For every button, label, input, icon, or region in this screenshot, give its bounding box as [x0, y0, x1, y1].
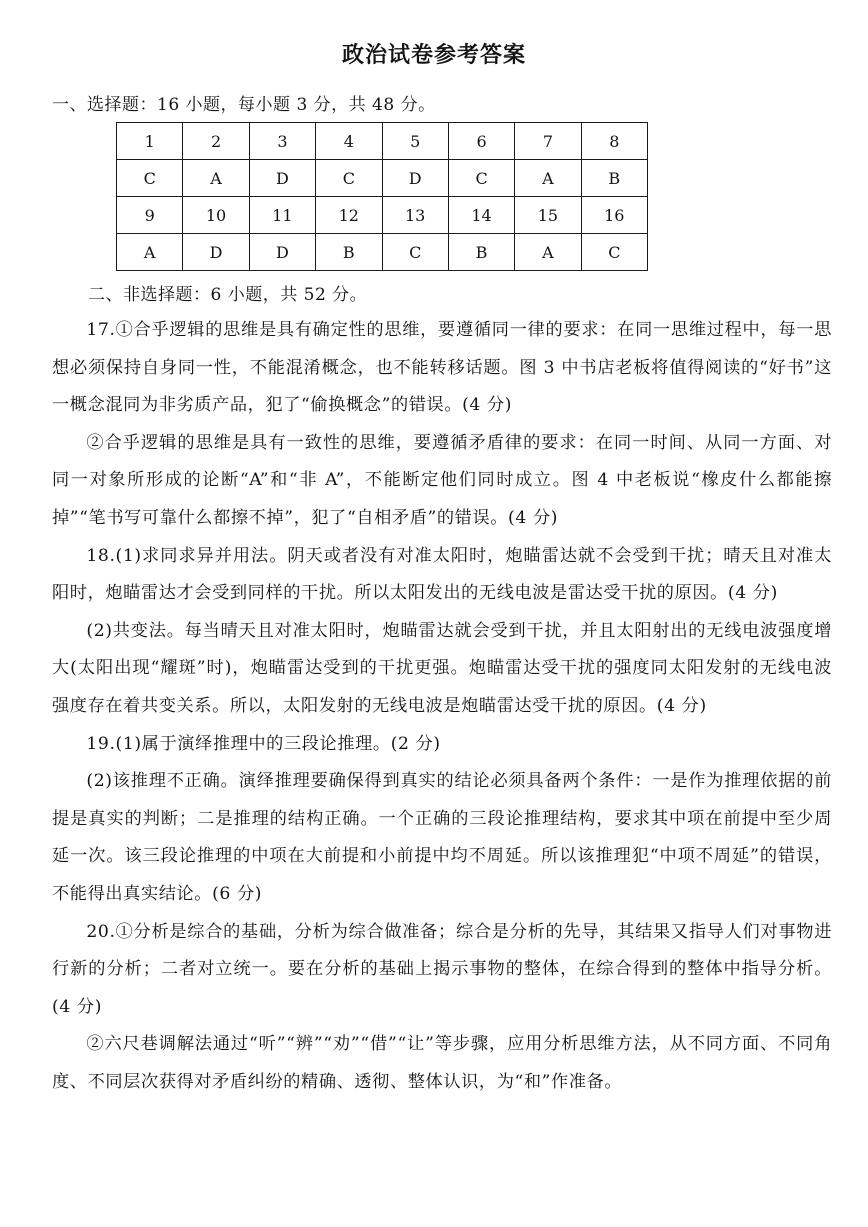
answer-body-text — [52, 312, 832, 1101]
answer-paragraph: 19.(1)属于演绎推理中的三段论推理。(2 分) — [86, 733, 441, 754]
answer-letter-cell: B — [448, 234, 514, 271]
answer-letter-cell: C — [581, 234, 647, 271]
answer-letter-cell: A — [515, 234, 581, 271]
question-number-cell: 14 — [448, 197, 514, 234]
question-number-cell: 9 — [117, 197, 183, 234]
answer-letter-cell: D — [382, 160, 448, 197]
question-number-cell: 10 — [183, 197, 249, 234]
question-number-cell: 7 — [515, 123, 581, 160]
answer-letter-cell: C — [117, 160, 183, 197]
answer-letter-cell: A — [183, 160, 249, 197]
answer-letter-cell: C — [316, 160, 382, 197]
answer-letter-cell: A — [117, 234, 183, 271]
answer-letter-cell: A — [515, 160, 581, 197]
answer-table — [116, 122, 648, 271]
answer-paragraph: 17.①合乎逻辑的思维是具有确定性的思维，要遵循同一律的要求：在同一思维过程中，每一思想必须保持自身同一性，不能混淆概念，也不能转移话题。图 3 中书店老板将值得阅读的“好书”这一概念混同为非劣质产品，犯了“偷换概念”的错误。(4 分) — [52, 320, 832, 416]
question-number-row — [117, 123, 648, 160]
answer-letter-row — [117, 234, 648, 271]
answer-paragraph: (2)该推理不正确。演绎推理要确保得到真实的结论必须具备两个条件：一是作为推理依据的前提是真实的判断；二是推理的结构正确。一个正确的三段论推理结构，要求其中项在前提中至少周延一次。该三段论推理的中项在大前提和小前提中均不周延。所以该推理犯“中项不周延”的错误，不能得出真实结论。(6 分) — [52, 771, 832, 904]
answer-letter-row — [117, 160, 648, 197]
answer-letter-cell: D — [183, 234, 249, 271]
question-number-cell: 12 — [316, 197, 382, 234]
answer-paragraph: ②六尺巷调解法通过“听”“辨”“劝”“借”“让”等步骤，应用分析思维方法，从不同方面、不同角度、不同层次获得对矛盾纠纷的精确、透彻、整体认识，为“和”作准备。 — [52, 1034, 832, 1092]
answer-paragraph: 18.(1)求同求异并用法。阴天或者没有对准太阳时，炮瞄雷达就不会受到干扰；晴天且对准太阳时，炮瞄雷达才会受到同样的干扰。所以太阳发出的无线电波是雷达受干扰的原因。(4 分) — [52, 545, 832, 604]
question-number-cell: 8 — [581, 123, 647, 160]
answer-letter-cell: D — [249, 234, 315, 271]
page-title: 政治试卷参考答案 — [341, 42, 526, 68]
question-number-cell: 1 — [117, 123, 183, 160]
answer-letter-cell: B — [316, 234, 382, 271]
question-number-cell: 11 — [249, 197, 315, 234]
question-number-cell: 5 — [382, 123, 448, 160]
question-number-row — [117, 197, 648, 234]
question-number-cell: 15 — [515, 197, 581, 234]
answer-paragraph: 20.①分析是综合的基础，分析为综合做准备；综合是分析的先导，其结果又指导人们对事物进行新的分析；二者对立统一。要在分析的基础上揭示事物的整体，在综合得到的整体中指导分析。(4 分) — [52, 921, 832, 1017]
answer-paragraph: ②合乎逻辑的思维是具有一致性的思维，要遵循矛盾律的要求：在同一时间、从同一方面、对同一对象所形成的论断“A”和“非 A”，不能断定他们同时成立。图 4 中老板说“橡皮什么都能擦掉”“笔书写可靠什么都擦不掉”，犯了“自相矛盾”的错误。(4 分) — [52, 432, 832, 528]
question-number-cell: 4 — [316, 123, 382, 160]
answer-paragraph: (2)共变法。每当晴天且对准太阳时，炮瞄雷达就会受到干扰，并且太阳射出的无线电波强度增大(太阳出现“耀斑”时)，炮瞄雷达受到的干扰更强。炮瞄雷达受干扰的强度同太阳发射的无线电波强度存在着共变关系。所以，太阳发射的无线电波是炮瞄雷达受干扰的原因。(4 分) — [52, 620, 832, 716]
question-number-cell: 3 — [249, 123, 315, 160]
question-number-cell: 2 — [183, 123, 249, 160]
question-number-cell: 6 — [448, 123, 514, 160]
answer-letter-cell: C — [448, 160, 514, 197]
section-heading-multiple-choice: 一、选择题：16 小题，每小题 3 分，共 48 分。 — [52, 95, 436, 115]
answer-letter-cell: D — [249, 160, 315, 197]
question-number-cell: 16 — [581, 197, 647, 234]
question-number-cell: 13 — [382, 197, 448, 234]
answer-letter-cell: C — [382, 234, 448, 271]
section-heading-non-choice: 二、非选择题：6 小题，共 52 分。 — [88, 285, 368, 305]
answer-letter-cell: B — [581, 160, 647, 197]
